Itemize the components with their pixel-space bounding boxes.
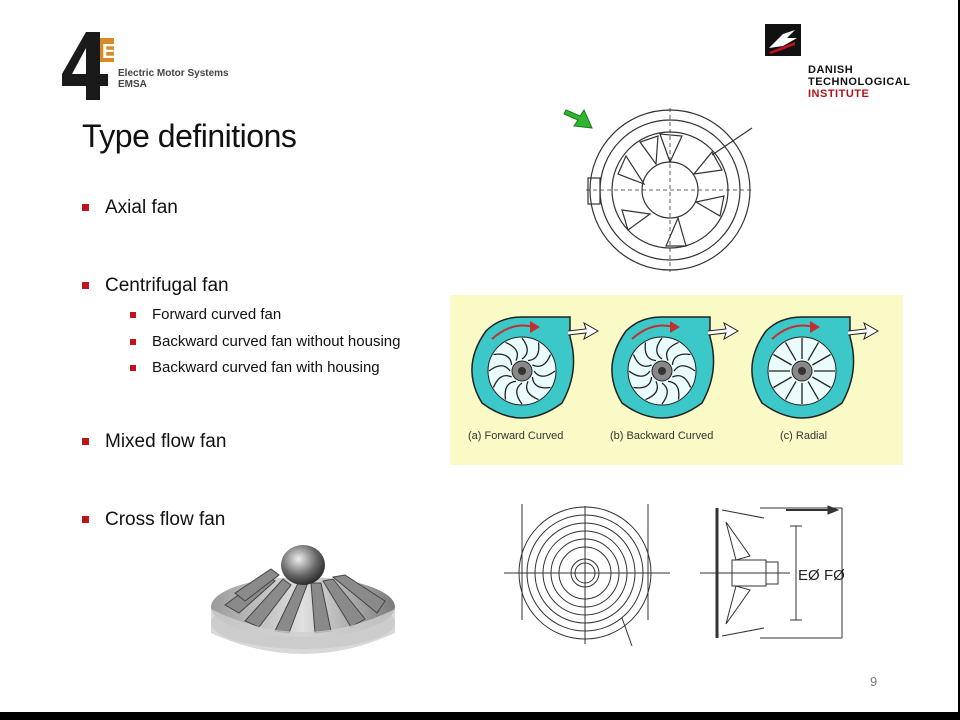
dti-line-3: INSTITUTE [808,88,870,100]
impeller-forward [472,317,598,418]
green-arrow-icon [564,110,592,128]
bullet-label: Axial fan [105,197,178,218]
sub-bullet-backward-with-housing [152,359,380,376]
dti-line-2: TECHNOLOGICAL [808,76,911,88]
page-number: 9 [870,674,878,689]
svg-text:E: E [102,41,116,63]
sub-bullet-label: Backward curved fan without housing [152,333,401,350]
dti-logo-icon [765,24,801,56]
dti-logo-text [808,64,910,100]
logo-line-1: Electric Motor Systems [118,68,229,79]
bullet-marker [82,282,89,289]
sub-bullet-label: Forward curved fan [152,306,282,323]
dti-line-1: DANISH [808,64,854,76]
caption-radial: (c) Radial [780,430,828,442]
slide-title: Type definitions [82,118,297,154]
sub-bullet-backward-without-housing [152,333,400,350]
bullet-mixed-flow-fan [105,431,226,453]
sub-bullet-label: Backward curved fan with housing [152,359,380,376]
bullet-label: Centrifugal fan [105,275,229,296]
logo-line-2: EMSA [118,79,147,90]
bullet-marker [82,204,89,211]
impeller-backward [612,317,738,418]
centrifugal-fan-figure [450,295,903,465]
centrifugal-impellers [450,295,903,425]
sub-bullet-marker [130,339,136,345]
4e-logo [60,30,116,102]
sub-bullet-marker [130,312,136,318]
impeller-radial [752,317,878,418]
sub-bullet-forward-curved [152,306,281,323]
dimension-label-e: EØ [798,567,820,584]
caption-backward-curved: (b) Backward Curved [610,430,714,442]
bullet-marker [82,516,89,523]
bullet-centrifugal-fan [105,275,229,297]
fan-dimension-drawing [500,500,880,650]
axial-fan-drawing [560,100,760,275]
bullet-axial-fan [105,197,178,219]
dimension-label-f: FØ [824,567,845,584]
bullet-marker [82,438,89,445]
bullet-label: Mixed flow fan [105,431,227,452]
bullet-cross-flow-fan [105,509,225,531]
caption-forward-curved: (a) Forward Curved [468,430,564,442]
logo-text [118,68,229,90]
bullet-label: Cross flow fan [105,509,226,530]
mixed-flow-impeller-image [205,535,400,665]
sub-bullet-marker [130,365,136,371]
